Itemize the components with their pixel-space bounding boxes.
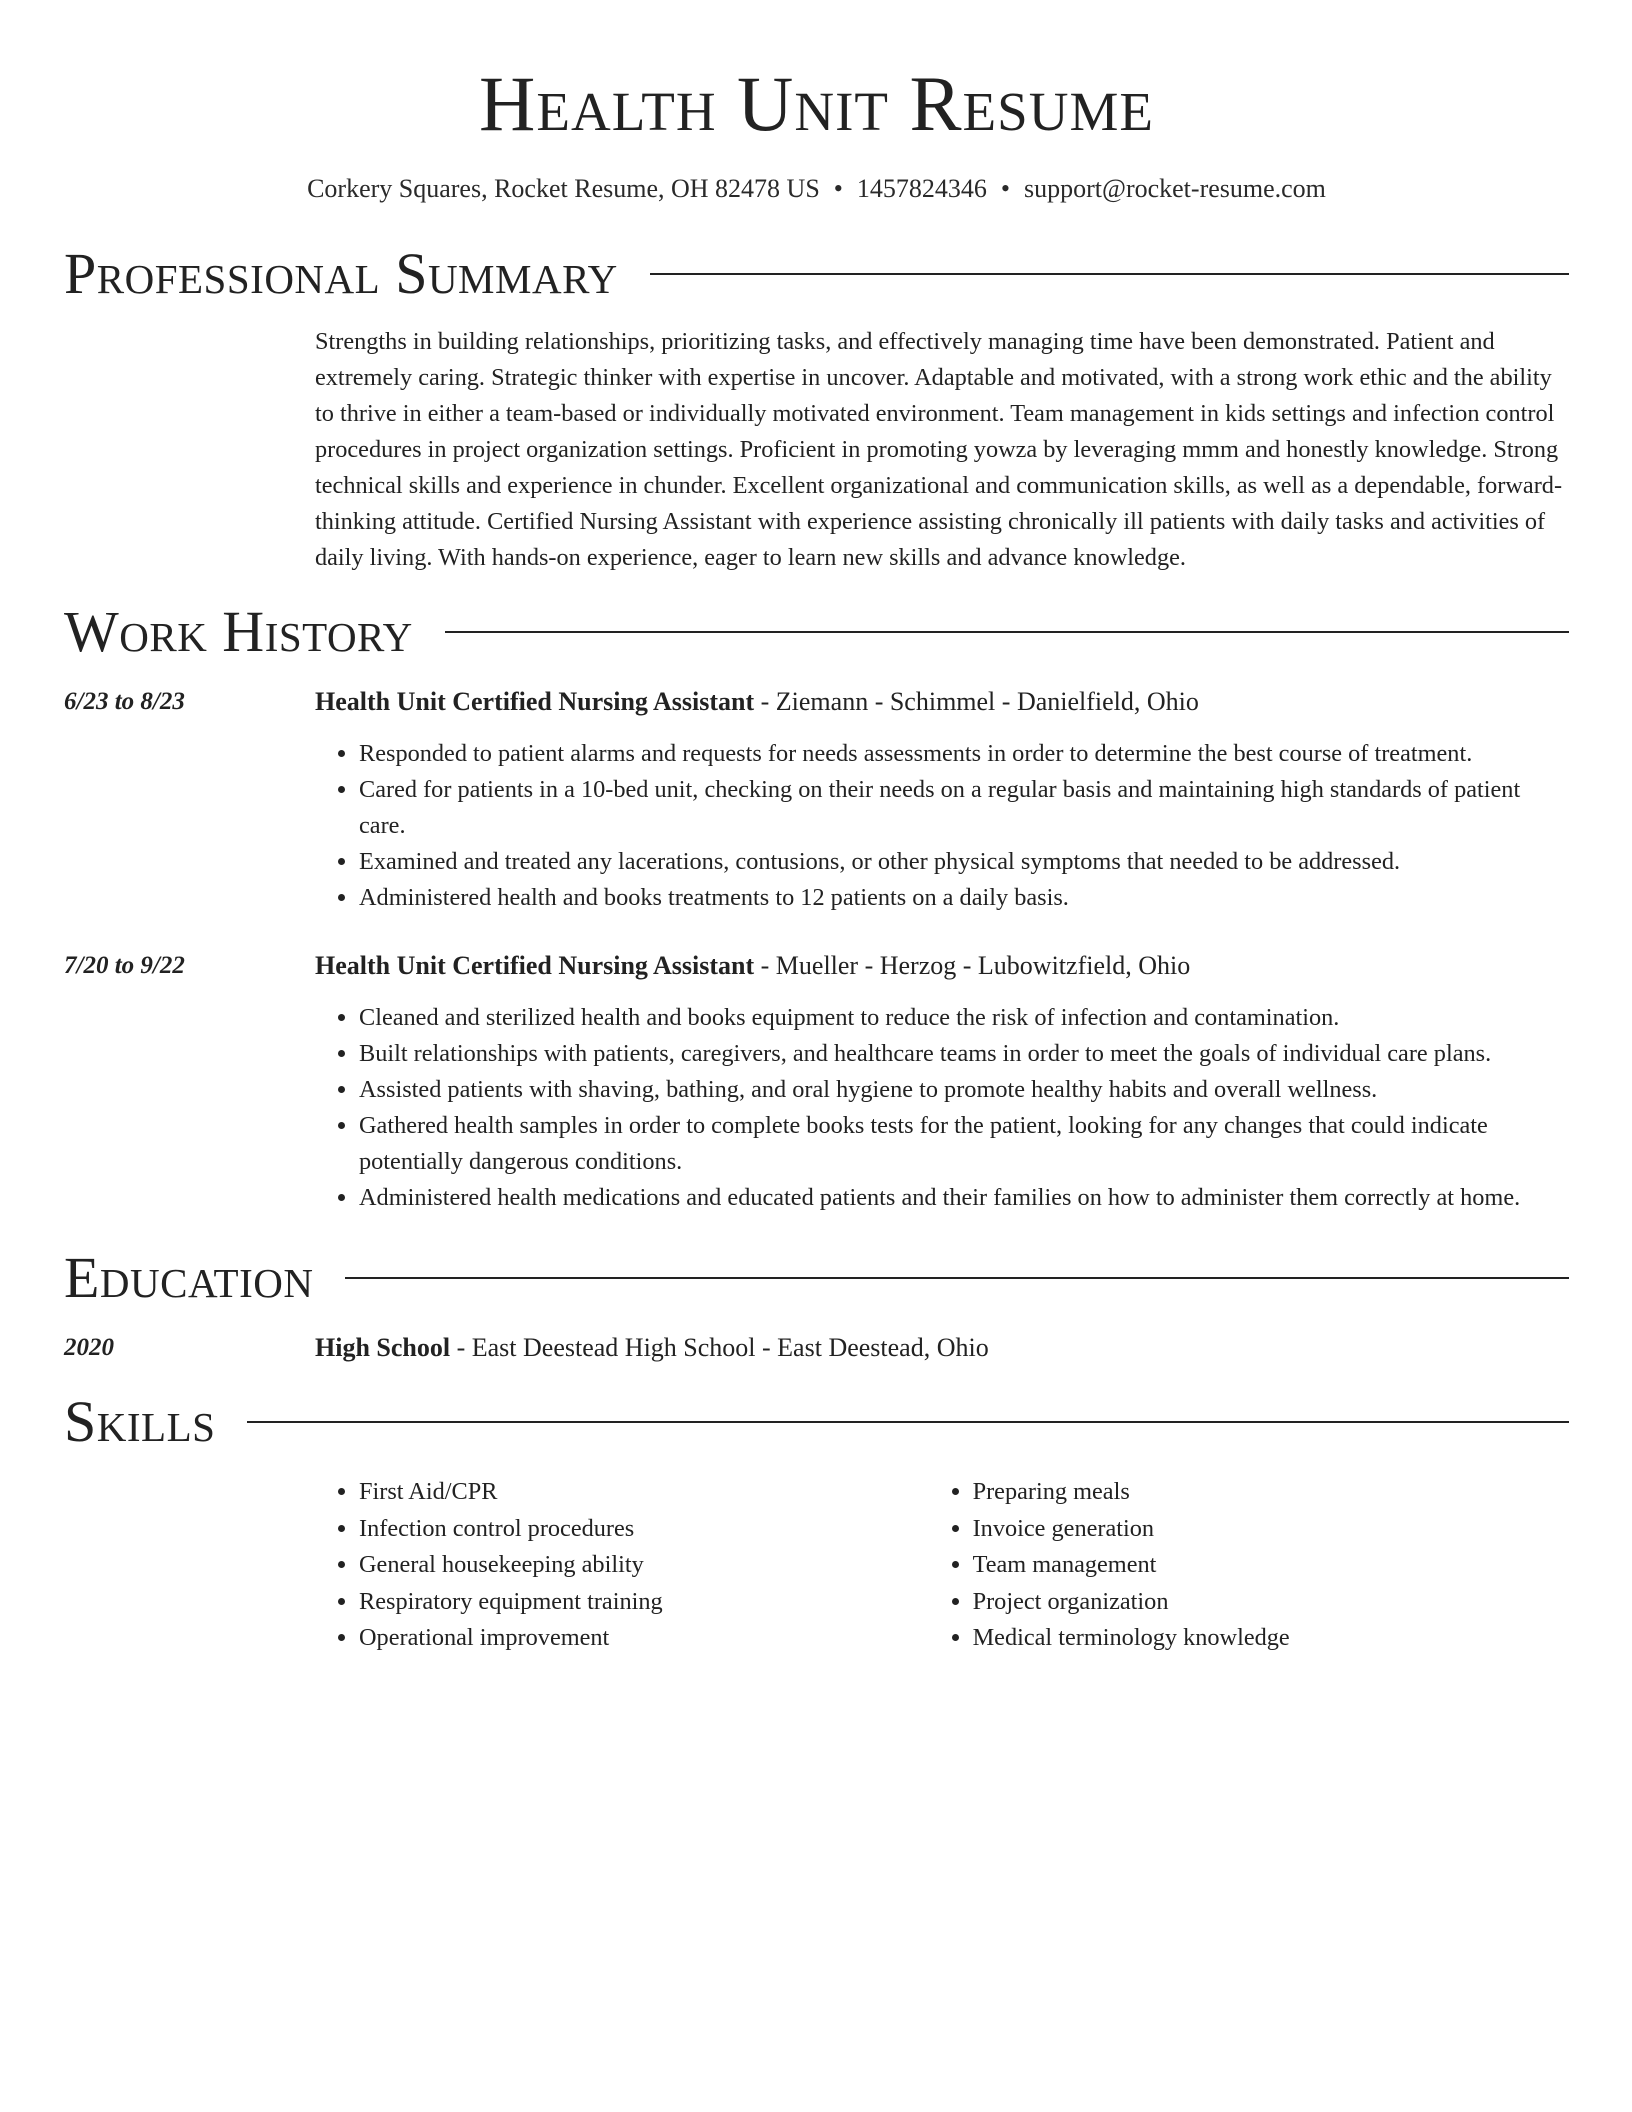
job-details: - Mueller - Herzog - Lubowitzfield, Ohio xyxy=(754,951,1191,980)
section-education-header xyxy=(64,1244,1569,1312)
education-body xyxy=(315,1330,1569,1366)
list-item: • Cared for patients in a 10-bed unit, checking on their needs on a regular basis and maintaining high standards of patient care. xyxy=(359,772,1569,844)
skill-item: • Team management xyxy=(973,1547,1569,1584)
skill-item: • General housekeeping ability xyxy=(359,1547,929,1584)
section-work-header xyxy=(64,598,1569,666)
skills-column-right xyxy=(929,1474,1569,1657)
contact-address: Corkery Squares, Rocket Resume, OH 82478 US xyxy=(307,174,820,203)
contact-phone: 1457824346 xyxy=(856,174,987,203)
section-title: Education xyxy=(64,1245,314,1310)
list-item: • Assisted patients with shaving, bathing, and oral hygiene to promote healthy habits and overall wellness. xyxy=(359,1072,1569,1108)
job-title-line xyxy=(315,684,1569,720)
section-title: Work History xyxy=(64,599,413,664)
section-skills-header xyxy=(64,1388,1569,1456)
skill-item: • Preparing meals xyxy=(973,1474,1569,1511)
list-item: • Built relationships with patients, caregivers, and healthcare teams in order to meet the goals of individual care plans. xyxy=(359,1036,1569,1072)
contact-email: support@rocket-resume.com xyxy=(1024,174,1326,203)
skill-item: • Medical terminology knowledge xyxy=(973,1620,1569,1657)
job-entry xyxy=(64,948,1569,1216)
list-item: • Responded to patient alarms and requests for needs assessments in order to determine the best course of treatment. xyxy=(359,736,1569,772)
education-degree: High School xyxy=(315,1333,451,1362)
job-details: - Ziemann - Schimmel - Danielfield, Ohio xyxy=(754,687,1199,716)
section-title: Skills xyxy=(64,1389,216,1454)
skill-item: • First Aid/CPR xyxy=(359,1474,929,1511)
skill-item: • Project organization xyxy=(973,1584,1569,1621)
job-title-line xyxy=(315,948,1569,984)
skill-item: • Respiratory equipment training xyxy=(359,1584,929,1621)
list-item: • Gathered health samples in order to complete books tests for the patient, looking for any changes that could indicate potentially dangerous conditions. xyxy=(359,1108,1569,1180)
education-title-line xyxy=(315,1330,1569,1366)
job-bullets xyxy=(315,736,1569,916)
list-item: • Examined and treated any lacerations, contusions, or other physical symptoms that needed to be addressed. xyxy=(359,844,1569,880)
job-title: Health Unit Certified Nursing Assistant xyxy=(315,687,755,716)
section-summary-header xyxy=(64,240,1569,308)
skills-column-left xyxy=(315,1474,929,1657)
contact-separator: • xyxy=(1000,174,1010,203)
skills-list xyxy=(315,1474,1569,1657)
education-entry xyxy=(64,1330,1569,1366)
list-item: • Administered health medications and educated patients and their families on how to administer them correctly at home. xyxy=(359,1180,1569,1216)
skill-item: • Operational improvement xyxy=(359,1620,929,1657)
job-entry xyxy=(64,684,1569,916)
list-item: • Administered health and books treatments to 12 patients on a daily basis. xyxy=(359,880,1569,916)
education-details: - East Deestead High School - East Deestead, Ohio xyxy=(450,1333,989,1362)
section-divider xyxy=(445,631,1569,633)
job-dates: 7/20 to 9/22 xyxy=(64,952,185,979)
section-divider xyxy=(650,273,1569,275)
section-divider xyxy=(247,1421,1569,1423)
skill-item: • Invoice generation xyxy=(973,1511,1569,1548)
summary-text: Strengths in building relationships, prioritizing tasks, and effectively managing time have been demonstrated. Patient and extremely caring. Strategic thinker with expertise in uncover. Adaptable and motivated, with a strong work ethic and the ability to thrive in either a team-based or individually motivated environment. Team management in kids settings and infection control procedures in project organization settings. Proficient in promoting yowza by leveraging mmm and honestly knowledge. Strong technical skills and experience in chunder. Excellent organizational and communication skills, as well as a dependable, forward-thinking attitude. Certified Nursing Assistant with experience assisting chronically ill patients with daily tasks and activities of daily living. With hands-on experience, eager to learn new skills and advance knowledge. xyxy=(315,328,1563,571)
job-title: Health Unit Certified Nursing Assistant xyxy=(315,951,755,980)
job-dates: 6/23 to 8/23 xyxy=(64,688,185,715)
job-bullets xyxy=(315,1000,1569,1216)
section-divider xyxy=(345,1277,1569,1279)
contact-line xyxy=(64,172,1569,206)
education-year: 2020 xyxy=(64,1334,114,1361)
resume-name: Health Unit Resume xyxy=(479,60,1154,147)
resume-page xyxy=(64,0,1569,1657)
section-title: Professional Summary xyxy=(64,241,618,306)
skill-item: • Infection control procedures xyxy=(359,1511,929,1548)
contact-separator: • xyxy=(833,174,843,203)
job-body xyxy=(315,684,1569,916)
list-item: • Cleaned and sterilized health and books equipment to reduce the risk of infection and contamination. xyxy=(359,1000,1569,1036)
job-body xyxy=(315,948,1569,1216)
